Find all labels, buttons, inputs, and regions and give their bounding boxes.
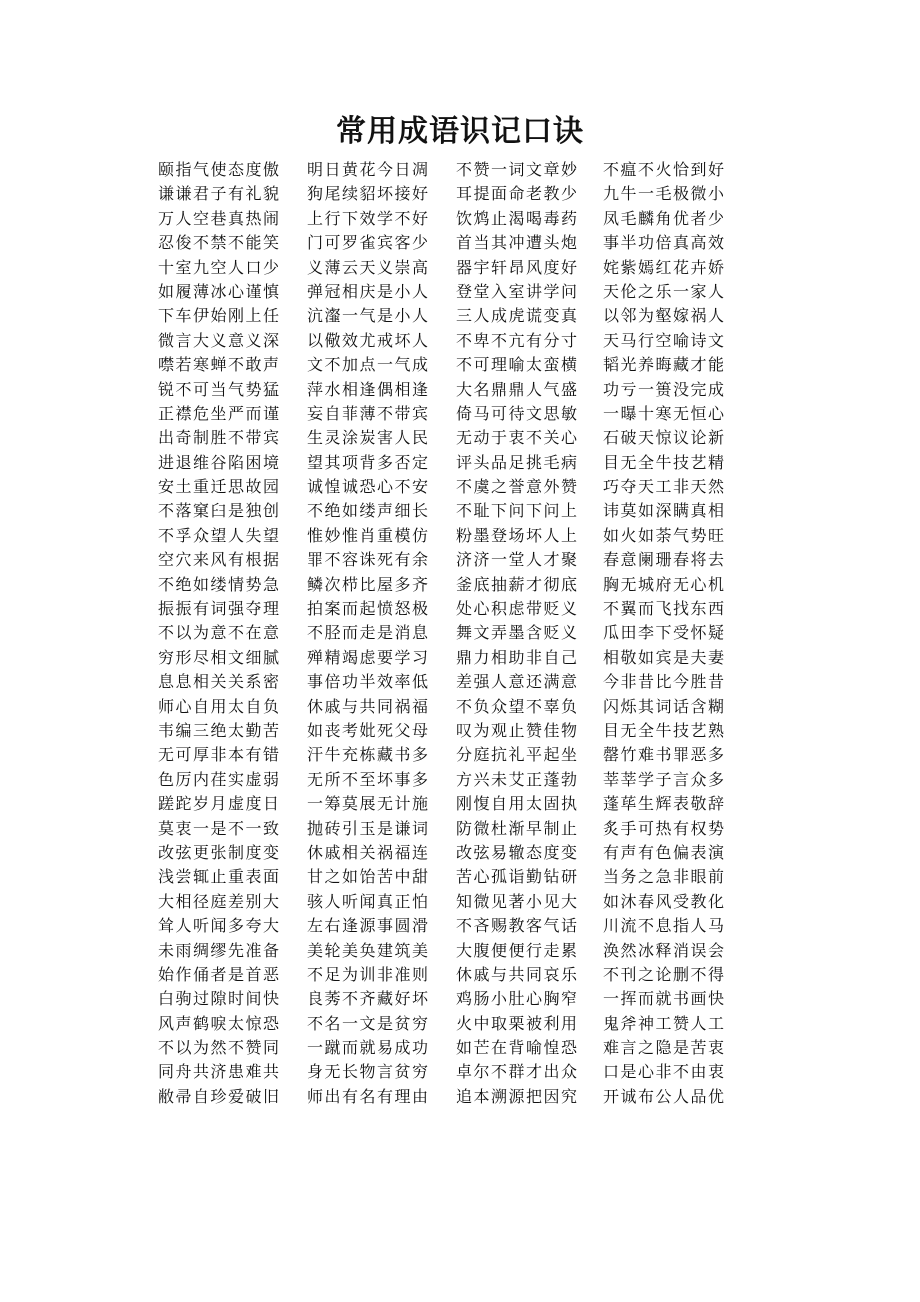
idiom-line: 无动于衷不关心: [456, 428, 579, 448]
idiom-line: 韬光养晦藏才能: [603, 355, 726, 375]
idiom-line: 器宇轩昂风度好: [456, 257, 579, 277]
idiom-line: 弹冠相庆是小人: [307, 281, 430, 301]
idiom-line: 不翼而飞找东西: [603, 599, 726, 619]
idiom-line: 当务之急非眼前: [603, 867, 726, 887]
idiom-line: 不以为意不在意: [158, 623, 281, 643]
idiom-line: 美轮美奂建筑美: [307, 940, 430, 960]
idiom-line: 胸无城府无心机: [603, 574, 726, 594]
idiom-line: 瓜田李下受怀疑: [603, 623, 726, 643]
idiom-line: 良莠不齐藏好坏: [307, 989, 430, 1009]
idiom-line: 火中取栗被利用: [456, 1013, 579, 1033]
idiom-line: 万人空巷真热闹: [158, 208, 281, 228]
idiom-line: 进退维谷陷困境: [158, 452, 281, 472]
idiom-line: 天伦之乐一家人: [603, 281, 726, 301]
idiom-line: 巧夺天工非天然: [603, 477, 726, 497]
idiom-line: 春意阑珊春将去: [603, 550, 726, 570]
idiom-line: 凤毛麟角优者少: [603, 208, 726, 228]
idiom-line: 始作俑者是首恶: [158, 964, 281, 984]
idiom-line: 今非昔比今胜昔: [603, 672, 726, 692]
idiom-line: 同舟共济患难共: [158, 1062, 281, 1082]
idiom-line: 一曝十寒无恒心: [603, 403, 726, 423]
idiom-line: 不名一文是贫穷: [307, 1013, 430, 1033]
idiom-line: 涣然冰释消误会: [603, 940, 726, 960]
idiom-line: 姹紫嫣红花卉娇: [603, 257, 726, 277]
idiom-column-2: [307, 158, 457, 1109]
idiom-line: 微言大义意义深: [158, 330, 281, 350]
idiom-line: 颐指气使态度傲: [158, 160, 281, 179]
idiom-line: 骇人听闻真正怕: [307, 891, 430, 911]
idiom-line: 汗牛充栋藏书多: [307, 745, 430, 765]
idiom-line: 粉墨登场坏人上: [456, 525, 579, 545]
idiom-line: 天马行空喻诗文: [603, 330, 726, 350]
idiom-line: 抛砖引玉是谦词: [307, 818, 430, 838]
idiom-line: 不卑不亢有分寸: [456, 330, 579, 350]
idiom-line: 不瘟不火恰到好: [603, 160, 726, 179]
document-title: 常用成语识记口诀: [336, 114, 584, 149]
idiom-line: 一蹴而就易成功: [307, 1038, 430, 1058]
idiom-line: 出奇制胜不带宾: [158, 428, 281, 448]
idiom-line: 白驹过隙时间快: [158, 989, 281, 1009]
idiom-line: 炙手可热有权势: [603, 818, 726, 838]
idiom-line: 门可罗雀宾客少: [307, 233, 430, 253]
idiom-line: 九牛一毛极微小: [603, 184, 726, 204]
idiom-line: 正襟危坐严而谨: [158, 403, 281, 423]
idiom-line: 望其项背多否定: [307, 452, 430, 472]
idiom-line: 休戚相关祸福连: [307, 842, 430, 862]
idiom-line: 不刊之论删不得: [603, 964, 726, 984]
idiom-line: 色厉内荏实虚弱: [158, 769, 281, 789]
idiom-line: 方兴未艾正蓬勃: [456, 769, 579, 789]
idiom-line: 讳莫如深瞒真相: [603, 501, 726, 521]
idiom-line: 三人成虎谎变真: [456, 306, 579, 326]
idiom-line: 一挥而就书画快: [603, 989, 726, 1009]
idiom-line: 空穴来风有根据: [158, 550, 281, 570]
idiom-line: 振振有词强夺理: [158, 599, 281, 619]
idiom-line: 追本溯源把因究: [456, 1086, 579, 1106]
idiom-line: 忍俊不禁不能笑: [158, 233, 281, 253]
idiom-column-4: [603, 158, 753, 1109]
idiom-column-3: [456, 158, 606, 1109]
idiom-line: 休戚与共同哀乐: [456, 964, 579, 984]
idiom-line: 闪烁其词话含糊: [603, 696, 726, 716]
idiom-line: 息息相关关系密: [158, 672, 281, 692]
idiom-line: 如芒在背喻惶恐: [456, 1038, 579, 1058]
idiom-line: 不孚众望人失望: [158, 525, 281, 545]
idiom-line: 大腹便便行走累: [456, 940, 579, 960]
idiom-line: 倚马可待文思敏: [456, 403, 579, 423]
idiom-line: 不耻下问下问上: [456, 501, 579, 521]
idiom-line: 事半功倍真高效: [603, 233, 726, 253]
idiom-line: 开诚布公人品优: [603, 1086, 726, 1106]
idiom-line: 休戚与共同祸福: [307, 696, 430, 716]
idiom-line: 大名鼎鼎人气盛: [456, 379, 579, 399]
idiom-line: 明日黄花今日凋: [307, 160, 430, 179]
idiom-line: 如履薄冰心谨慎: [158, 281, 281, 301]
idiom-column-1: [158, 158, 308, 1109]
idiom-line: 不胫而走是消息: [307, 623, 430, 643]
idiom-line: 噤若寒蝉不敢声: [158, 355, 281, 375]
idiom-line: 石破天惊议论新: [603, 428, 726, 448]
idiom-line: 饮鸩止渴喝毒药: [456, 208, 579, 228]
idiom-line: 改弦更张制度变: [158, 842, 281, 862]
idiom-line: 文不加点一气成: [307, 355, 430, 375]
idiom-line: 不赞一词文章妙: [456, 160, 579, 179]
idiom-line: 无所不至坏事多: [307, 769, 430, 789]
idiom-line: 下车伊始刚上任: [158, 306, 281, 326]
idiom-line: 罪不容诛死有余: [307, 550, 430, 570]
idiom-line: 敝帚自珍爱破旧: [158, 1086, 281, 1106]
idiom-line: 目无全牛技艺熟: [603, 720, 726, 740]
idiom-line: 首当其冲遭头炮: [456, 233, 579, 253]
idiom-line: 以邻为壑嫁祸人: [603, 306, 726, 326]
idiom-line: 分庭抗礼平起坐: [456, 745, 579, 765]
idiom-line: 有声有色偏表演: [603, 842, 726, 862]
idiom-line: 无可厚非本有错: [158, 745, 281, 765]
idiom-line: 不虞之誉意外赞: [456, 477, 579, 497]
idiom-line: 刚愎自用太固执: [456, 794, 579, 814]
idiom-line: 釜底抽薪才彻底: [456, 574, 579, 594]
idiom-line: 狗尾续貂坏接好: [307, 184, 430, 204]
idiom-line: 甘之如饴苦中甜: [307, 867, 430, 887]
idiom-line: 不负众望不辜负: [456, 696, 579, 716]
idiom-line: 舞文弄墨含贬义: [456, 623, 579, 643]
idiom-line: 相敬如宾是夫妻: [603, 647, 726, 667]
idiom-line: 如沐春风受教化: [603, 891, 726, 911]
idiom-line: 殚精竭虑要学习: [307, 647, 430, 667]
idiom-line: 师心自用太自负: [158, 696, 281, 716]
idiom-line: 莘莘学子言众多: [603, 769, 726, 789]
idiom-line: 防微杜渐早制止: [456, 818, 579, 838]
idiom-line: 十室九空人口少: [158, 257, 281, 277]
idiom-line: 登堂入室讲学问: [456, 281, 579, 301]
idiom-line: 不落窠臼是独创: [158, 501, 281, 521]
idiom-line: 不吝赐教客气话: [456, 916, 579, 936]
idiom-line: 未雨绸缪先准备: [158, 940, 281, 960]
idiom-line: 蹉跎岁月虚度日: [158, 794, 281, 814]
idiom-line: 如丧考妣死父母: [307, 720, 430, 740]
idiom-line: 妄自菲薄不带宾: [307, 403, 430, 423]
idiom-line: 锐不可当气势猛: [158, 379, 281, 399]
idiom-line: 不绝如缕声细长: [307, 501, 430, 521]
idiom-line: 鬼斧神工赞人工: [603, 1013, 726, 1033]
idiom-line: 苦心孤诣勤钻研: [456, 867, 579, 887]
idiom-line: 不以为然不赞同: [158, 1038, 281, 1058]
idiom-line: 如火如荼气势旺: [603, 525, 726, 545]
idiom-line: 耳提面命老教少: [456, 184, 579, 204]
idiom-line: 萍水相逢偶相逢: [307, 379, 430, 399]
idiom-line: 谦谦君子有礼貌: [158, 184, 281, 204]
idiom-line: 莫衷一是不一致: [158, 818, 281, 838]
idiom-line: 生灵涂炭害人民: [307, 428, 430, 448]
idiom-line: 以儆效尤戒坏人: [307, 330, 430, 350]
idiom-line: 师出有名有理由: [307, 1086, 430, 1106]
idiom-line: 不足为训非准则: [307, 964, 430, 984]
idiom-line: 浅尝辄止重表面: [158, 867, 281, 887]
idiom-line: 不可理喻太蛮横: [456, 355, 579, 375]
idiom-line: 义薄云天义崇高: [307, 257, 430, 277]
idiom-line: 川流不息指人马: [603, 916, 726, 936]
idiom-line: 鼎力相助非自己: [456, 647, 579, 667]
idiom-line: 蓬荜生辉表敬辞: [603, 794, 726, 814]
idiom-line: 不绝如缕情势急: [158, 574, 281, 594]
idiom-line: 知微见著小见大: [456, 891, 579, 911]
idiom-line: 济济一堂人才聚: [456, 550, 579, 570]
idiom-line: 改弦易辙态度变: [456, 842, 579, 862]
idiom-line: 口是心非不由衷: [603, 1062, 726, 1082]
idiom-line: 评头品足挑毛病: [456, 452, 579, 472]
idiom-line: 一筹莫展无计施: [307, 794, 430, 814]
idiom-line: 鳞次栉比屋多齐: [307, 574, 430, 594]
idiom-line: 身无长物言贫穷: [307, 1062, 430, 1082]
idiom-line: 诚惶诚恐心不安: [307, 477, 430, 497]
idiom-line: 差强人意还满意: [456, 672, 579, 692]
idiom-line: 左右逢源事圆滑: [307, 916, 430, 936]
idiom-line: 安土重迁思故园: [158, 477, 281, 497]
idiom-line: 沆瀣一气是小人: [307, 306, 430, 326]
idiom-line: 叹为观止赞佳物: [456, 720, 579, 740]
idiom-line: 拍案而起愤怒极: [307, 599, 430, 619]
idiom-line: 难言之隐是苦衷: [603, 1038, 726, 1058]
idiom-line: 惟妙惟肖重模仿: [307, 525, 430, 545]
idiom-line: 大相径庭差别大: [158, 891, 281, 911]
idiom-line: 事倍功半效率低: [307, 672, 430, 692]
idiom-line: 穷形尽相文细腻: [158, 647, 281, 667]
idiom-line: 处心积虑带贬义: [456, 599, 579, 619]
idiom-line: 罄竹难书罪恶多: [603, 745, 726, 765]
idiom-line: 风声鹤唳太惊恐: [158, 1013, 281, 1033]
idiom-line: 功亏一篑没完成: [603, 379, 726, 399]
idiom-line: 上行下效学不好: [307, 208, 430, 228]
idiom-line: 卓尔不群才出众: [456, 1062, 579, 1082]
idiom-line: 鸡肠小肚心胸窄: [456, 989, 579, 1009]
idiom-line: 耸人听闻多夸大: [158, 916, 281, 936]
idiom-line: 目无全牛技艺精: [603, 452, 726, 472]
idiom-line: 韦编三绝太勤苦: [158, 720, 281, 740]
